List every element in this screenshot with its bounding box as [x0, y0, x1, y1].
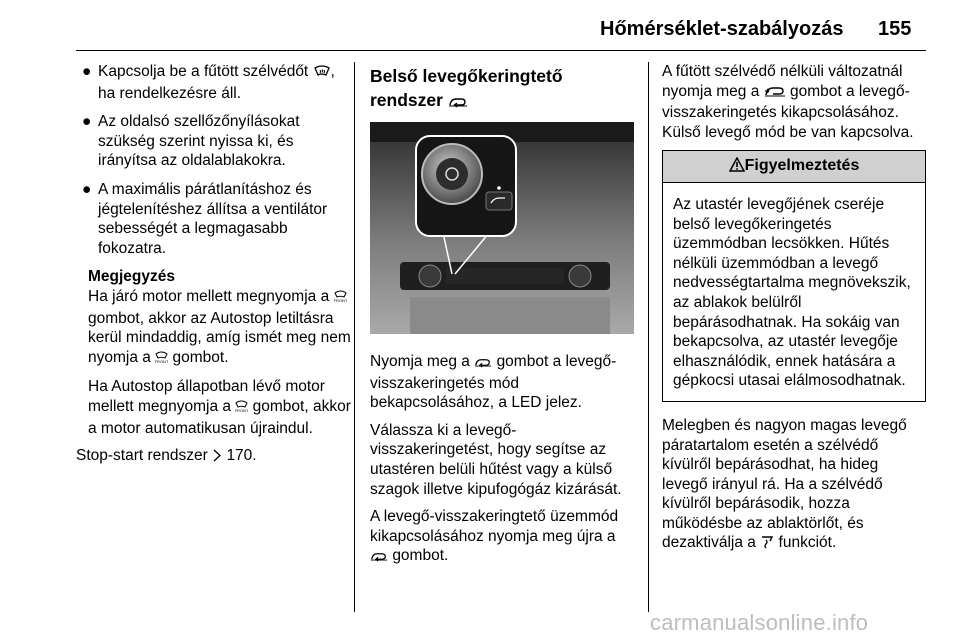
- page-number: 155: [878, 18, 912, 40]
- arrow-reference-icon: [212, 448, 222, 468]
- header-divider: [76, 50, 926, 51]
- front-defrost-icon: [313, 64, 331, 84]
- note-paragraph: Ha járó motor mellett megnyomja a FRONT gombot, akkor az Autostop letiltásra kerül mindaddig, amíg ismét meg nem nyomja a FRONT gombot.: [88, 287, 352, 369]
- middle-column: [370, 64, 634, 576]
- svg-text:FRONT: FRONT: [235, 407, 249, 413]
- recirculation-icon: [474, 354, 492, 374]
- paragraph: Melegben és nagyon magas levegő páratartalom esetén a szélvédő kívülről bepárásodhat, ha hideg levegő irányul rá. Ha a szélvédő kívülről bepárásodik, hozza működésbe az ablaktörlőt, és dezaktiválja a funkciót.: [662, 416, 926, 555]
- column-divider-2: [648, 62, 649, 612]
- recirculation-icon: [448, 90, 468, 114]
- warning-triangle-icon: [729, 157, 745, 178]
- note-paragraph: Ha Autostop állapotban lévő motor mellett megnyomja a FRONT gombot, akkor a motor automatikusan újraindul.: [88, 378, 351, 437]
- list-item: ● Az oldalsó szellőzőnyílásokat szükség szerint nyissa ki, és irányítsa az oldalablakokra.: [82, 113, 300, 170]
- front-defrost-small-icon: [235, 399, 248, 419]
- bullet-dot: ●: [82, 180, 92, 198]
- left-column: [76, 62, 352, 468]
- section-title: Belső levegőkeringtető rendszer: [370, 64, 634, 114]
- paragraph: Válassza ki a levegő-visszakeringetést, hogy segítse az utastéren belüli hűtést vagy a külső szagok illetve kipufogógáz kizárását.: [370, 421, 622, 498]
- warning-body: Az utastér levegőjének cseréje belső levegőkeringetés üzemmódban lecsökken. Hűtés nélküli üzemmódban a levegő nedvességtartalma megnövekszik, az ablakok belülről bepárásodhatnak. Ha sokáig van bekapcsolva, az utastér levegője elhasználódik, ennek hatására a gépkocsi utasai elálmosodhatnak.: [673, 195, 911, 390]
- svg-text:FRONT: FRONT: [333, 297, 347, 303]
- front-defrost-small-icon: [155, 350, 168, 370]
- watermark: carmanualsonline.info: [650, 610, 869, 635]
- bullet-dot: ●: [82, 63, 92, 80]
- note-box: [76, 267, 352, 438]
- bullet-dot: ●: [82, 113, 92, 131]
- windshield-airflow-icon: [760, 535, 774, 555]
- dashboard-recirculation-button-photo: [370, 122, 634, 334]
- list-item: ● Kapcsolja be a fűtött szélvédőt , ha rendelkezésre áll.: [82, 63, 335, 102]
- warning-box: [662, 150, 926, 402]
- fresh-air-icon: [764, 84, 786, 104]
- warning-header: [663, 151, 925, 183]
- list-item: ● A maximális párátlanításhoz és jégtelenítéshez állítsa a ventilátor sebességét a legmagasabb fokozatra.: [82, 180, 328, 257]
- note-title: Megjegyzés: [88, 268, 176, 286]
- paragraph: A fűtött szélvédő nélküli változatnál nyomja meg a gombot a levegő-visszakeringetés kikapcsolásához. Külső levegő mód be van kapcsolva.: [662, 63, 914, 141]
- svg-text:FRONT: FRONT: [155, 358, 169, 364]
- warning-title: Figyelmeztetés: [744, 157, 860, 175]
- front-defrost-small-icon: [334, 289, 347, 309]
- recirculation-icon: [370, 548, 388, 568]
- column-divider-1: [354, 62, 355, 612]
- page-title: Hőmérséklet-szabályozás: [600, 18, 844, 40]
- paragraph: A levegő-visszakeringtető üzemmód kikapcsolásához nyomja meg újra a gombot.: [370, 507, 634, 568]
- paragraph: Nyomja meg a gombot a levegő-visszakeringetés mód bekapcsolásához, a LED jelez.: [370, 353, 617, 412]
- cross-reference[interactable]: Stop-start rendszer 170.: [76, 446, 352, 468]
- right-column: [662, 62, 926, 563]
